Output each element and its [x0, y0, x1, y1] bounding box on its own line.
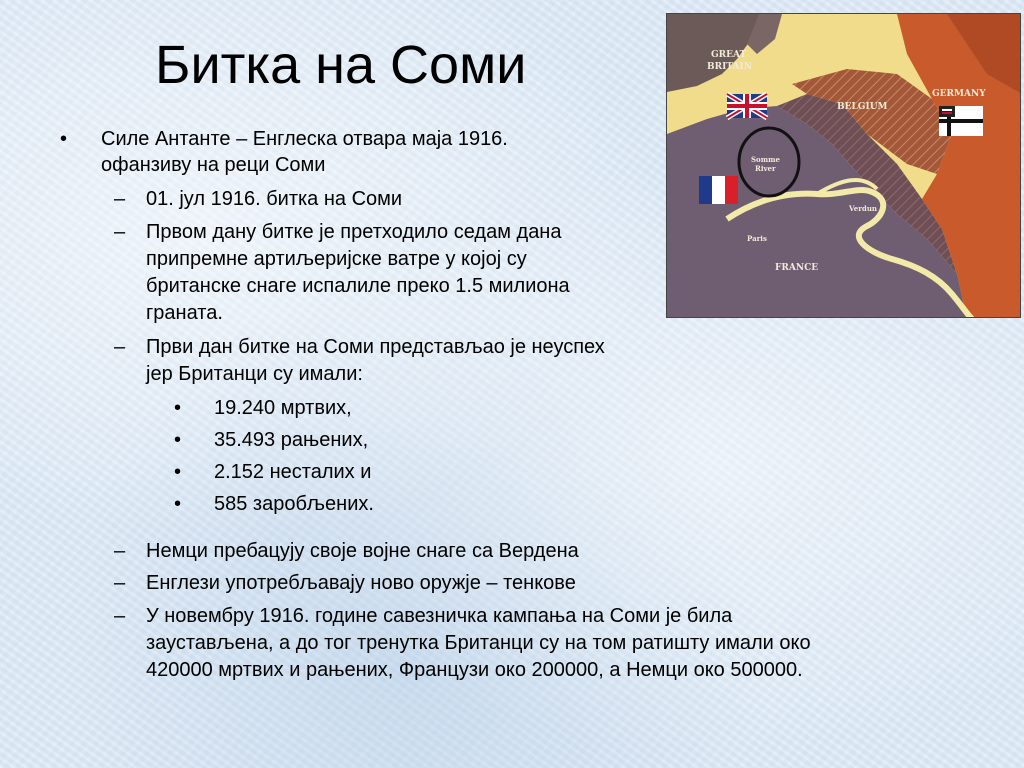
dash-marker: – [114, 188, 126, 210]
map-svg [667, 14, 1021, 318]
map-label-britain: BRITAIN [707, 62, 752, 72]
slide-title: Битка на Соми [155, 35, 527, 95]
bullet-text-line: офанзиву на реци Соми [101, 154, 326, 176]
dash-marker: – [114, 540, 126, 562]
sub-bullet-line: припремне артиљеријске ватре у којој су [146, 248, 527, 270]
dash-marker: – [114, 336, 126, 358]
sub-bullet-line: граната. [146, 302, 223, 324]
bullet-marker: • [174, 397, 182, 419]
loss-item: 35.493 рањених, [214, 429, 369, 451]
france-flag-icon [699, 176, 738, 204]
map-label-germany: GERMANY [932, 89, 986, 99]
sub-bullet-line: Првом дану битке је претходило седам дана [146, 221, 562, 243]
sub-bullet-line: Енглези употребљавају ново оружје – тенкове [146, 572, 576, 594]
map-label-belgium: BELGIUM [837, 102, 888, 112]
sub-bullet-line: Немци пребацују своје војне снаге са Вердена [146, 540, 579, 562]
map-label-great: GREAT [711, 50, 747, 60]
sub-bullet-line: У новембру 1916. године савезничка кампања на Соми је била [146, 605, 733, 627]
bullet-marker: • [174, 429, 182, 451]
sub-bullet-line: Први дан битке на Соми представљао је неуспех [146, 336, 605, 358]
bullet-marker: • [60, 128, 68, 150]
sub-bullet-line: 420000 мртвих и рањених, Французи око 200000, а Немци око 500000. [146, 659, 803, 681]
germany-flag-icon [939, 106, 983, 136]
dash-marker: – [114, 221, 126, 243]
map-label-verdun: Verdun [849, 204, 878, 213]
uk-flag-icon [727, 94, 767, 118]
dash-marker: – [114, 605, 126, 627]
map-label-somme: Somme [751, 155, 780, 164]
dash-marker: – [114, 572, 126, 594]
somme-map-image [666, 13, 1021, 318]
bullet-text-line: Силе Антанте – Енглеска отвара маја 1916. [101, 128, 508, 150]
sub-bullet-line: заустављена, а до тог тренутка Британци су на том ратишту имали око [146, 632, 811, 654]
map-label-river: River [755, 164, 776, 173]
loss-item: 585 заробљених. [214, 493, 374, 515]
loss-item: 19.240 мртвих, [214, 397, 352, 419]
loss-item: 2.152 несталих и [214, 461, 372, 483]
sub-bullet-line: британске снаге испалиле преко 1.5 милиона [146, 275, 570, 297]
map-label-france: FRANCE [775, 263, 819, 273]
bullet-marker: • [174, 493, 182, 515]
bullet-marker: • [174, 461, 182, 483]
sub-bullet-line: јер Британци су имали: [146, 363, 363, 385]
sub-bullet-line: 01. јул 1916. битка на Соми [146, 188, 403, 210]
map-label-paris: Paris [747, 234, 767, 243]
